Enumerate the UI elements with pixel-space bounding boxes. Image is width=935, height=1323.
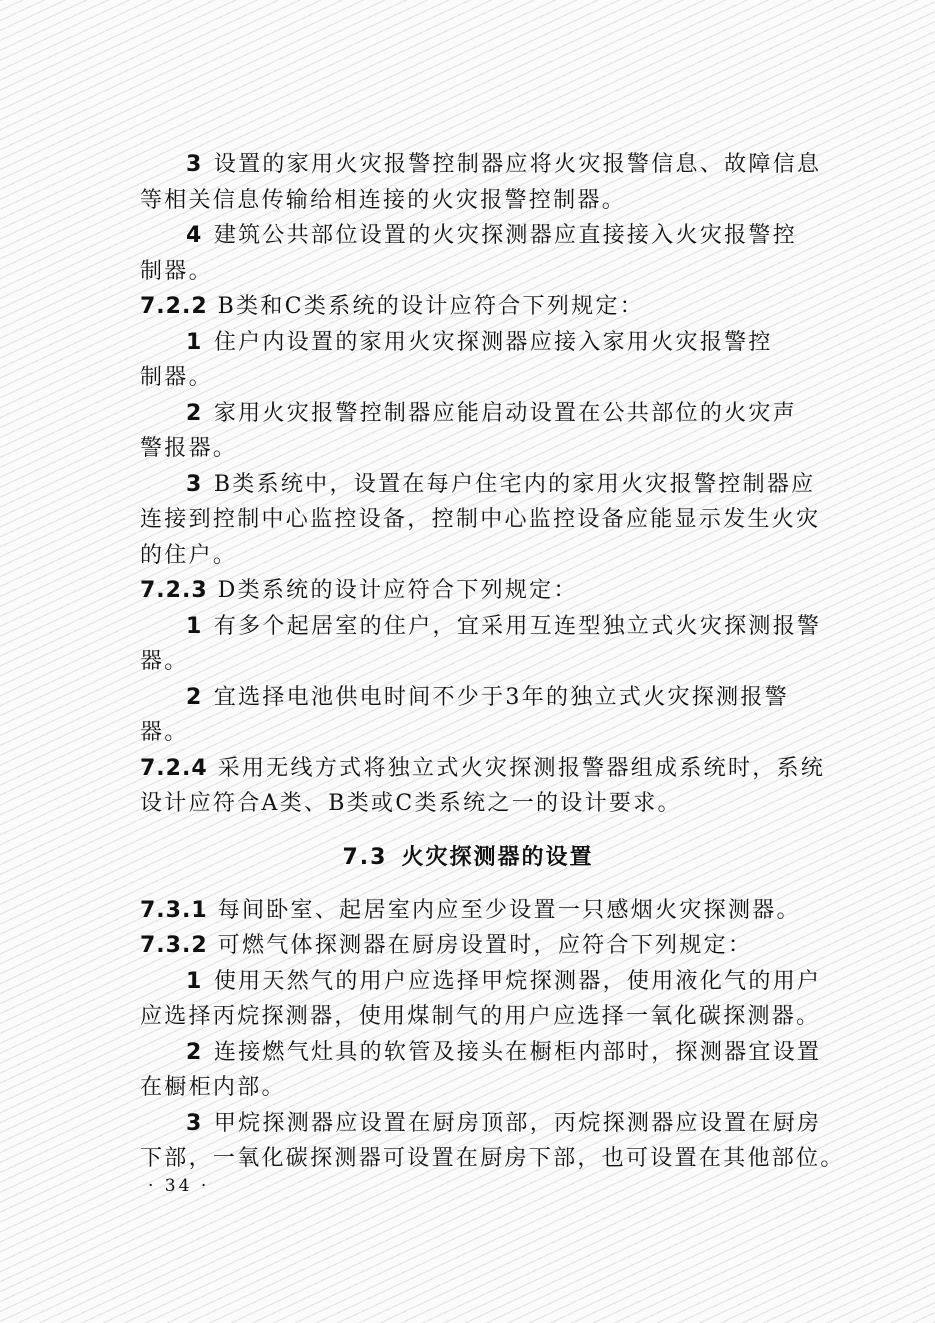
text-line (140, 147, 822, 183)
text-line (140, 360, 796, 396)
line-text: B类和C类系统的设计应符合下列规定： (217, 294, 645, 319)
list-item (140, 325, 796, 396)
line-text: 住户内设置的家用火灾探测器应接入家用火灾报警控 (213, 329, 773, 355)
text-line (140, 218, 796, 254)
list-item (140, 964, 822, 1035)
line-text: 连接到控制中心监控设备，控制中心监控设备应能显示发生火灾 (140, 507, 821, 532)
line-text: 警报器。 (140, 436, 238, 461)
clause-block (140, 928, 796, 964)
section-heading (140, 840, 796, 875)
text-line (140, 964, 822, 1000)
item-number: 2 (186, 1039, 202, 1065)
item-number: 4 (186, 223, 202, 248)
text-line (140, 502, 821, 538)
line-text: 家用火灾报警控制器应能启动设置在公共部位的火灾声 (213, 400, 798, 426)
text-line (140, 999, 821, 1035)
item-number: 2 (186, 684, 202, 710)
list-item (140, 1106, 845, 1177)
text-line (140, 680, 796, 716)
line-text: 使用天然气的用户应选择甲烷探测器，使用液化气的用户 (213, 968, 822, 994)
line-text: 甲烷探测器应设置在厨房顶部，丙烷探测器应设置在厨房 (213, 1110, 822, 1136)
text-line (140, 1141, 845, 1177)
text-line (140, 751, 826, 787)
item-number: 3 (186, 152, 202, 177)
text-line (140, 538, 796, 574)
section-number: 7.3 (342, 844, 388, 870)
text-line (140, 1070, 796, 1106)
line-text: 可燃气体探测器在厨房设置时，应符合下列规定： (217, 933, 753, 958)
line-text: 在橱柜内部。 (140, 1075, 286, 1100)
clause-number: 7.3.1 (140, 897, 208, 923)
line-text: 连接燃气灶具的软管及接头在橱柜内部时，探测器宜设置 (213, 1039, 822, 1065)
list-item (140, 467, 821, 574)
item-number: 3 (186, 471, 202, 497)
list-item (140, 147, 822, 218)
item-number: 1 (186, 613, 202, 639)
text-line (140, 573, 796, 609)
text-line (140, 254, 796, 290)
text-line (140, 289, 796, 325)
text-line (140, 325, 796, 361)
clause-block (140, 751, 826, 822)
clause-number: 7.2.2 (140, 294, 208, 319)
clause-block (140, 573, 796, 609)
item-number: 1 (186, 968, 202, 994)
line-text: 制器。 (140, 258, 213, 284)
line-text: 宜选择电池供电时间不少于3年的独立式火灾探测报警 (213, 684, 790, 710)
line-text: 的住户。 (140, 542, 238, 568)
list-item (140, 609, 822, 680)
list-item (140, 1035, 822, 1106)
text-line (140, 396, 796, 432)
blocks-part-1 (140, 147, 826, 822)
line-text: 下部，一氧化碳探测器可设置在厨房下部，也可设置在其他部位。 (140, 1146, 845, 1171)
line-text: 等相关信息传输给相连接的火灾报警控制器。 (140, 187, 627, 213)
text-line (140, 1035, 822, 1071)
line-text: 器。 (140, 720, 189, 745)
text-line (140, 431, 796, 467)
text-line (140, 183, 796, 219)
list-item (140, 396, 796, 467)
text-line (140, 893, 801, 929)
clause-block (140, 893, 801, 929)
section-title: 火灾探测器的设置 (401, 843, 594, 870)
text-line (140, 467, 816, 503)
clause-number: 7.3.2 (140, 933, 208, 958)
text-line (140, 715, 796, 751)
text-line (140, 786, 796, 822)
text-line (140, 1106, 822, 1142)
item-number: 1 (186, 329, 202, 355)
line-text: 制器。 (140, 365, 213, 390)
line-text: 建筑公共部位设置的火灾探测器应直接接入火灾报警控 (213, 223, 798, 248)
text-line (140, 644, 796, 680)
line-text: 设计应符合A类、B类或C类系统之一的设计要求。 (140, 791, 682, 816)
line-text: 有多个起居室的住户，宜采用互连型独立式火灾探测报警 (213, 613, 822, 639)
item-number: 3 (186, 1110, 202, 1136)
clause-block (140, 289, 796, 325)
line-text: B类系统中，设置在每户住宅内的家用火灾报警控制器应 (213, 471, 816, 497)
line-text: 应选择丙烷探测器，使用煤制气的用户应选择一氧化碳探测器。 (140, 1004, 821, 1029)
line-text: 每间卧室、起居室内应至少设置一只感烟火灾探测器。 (217, 897, 801, 923)
blocks-part-2 (140, 893, 845, 1177)
clause-number: 7.2.4 (140, 755, 208, 781)
item-number: 2 (186, 400, 202, 426)
line-text: 采用无线方式将独立式火灾探测报警器组成系统时，系统 (217, 755, 826, 781)
line-text: D类系统的设计应符合下列规定： (217, 578, 578, 603)
text-line (140, 928, 796, 964)
page-number: · 34 · (148, 1176, 210, 1196)
clause-number: 7.2.3 (140, 578, 208, 603)
page-body (140, 147, 845, 1177)
list-item (140, 680, 796, 751)
line-text: 器。 (140, 649, 189, 674)
text-line (140, 609, 822, 645)
line-text: 设置的家用火灾报警控制器应将火灾报警信息、故障信息 (213, 152, 822, 177)
list-item (140, 218, 796, 289)
